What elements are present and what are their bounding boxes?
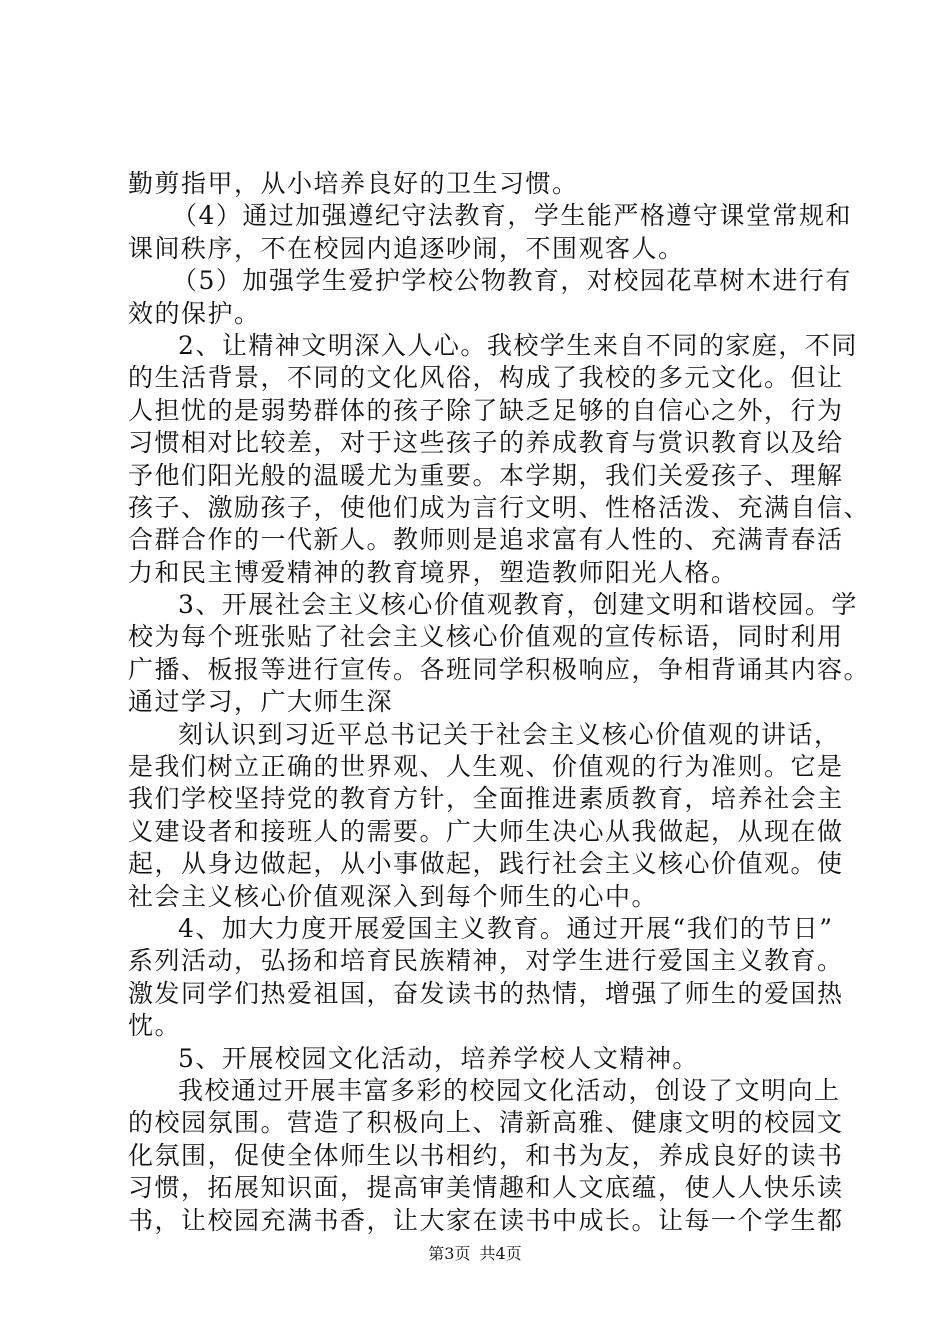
text-line: 我校通过开展丰富多彩的校园文化活动，创设了文明向上 <box>178 1075 841 1105</box>
text-line: 4、加大力度开展爱国主义教育。通过开展“我们的节日” <box>178 913 834 943</box>
text-line: 书，让校园充满书香，让大家在读书中成长。让每一个学生都 <box>128 1205 844 1235</box>
text-line: （5）加强学生爱护学校公物教育，对校园花草树木进行有 <box>172 266 852 296</box>
text-line: 的校园氛围。营造了积极向上、清新高雅、健康文明的校园文 <box>128 1108 844 1138</box>
text-line: 力和民主博爱精神的教育境界，塑造教师阳光人格。 <box>128 557 738 587</box>
page-total: 共4页 <box>479 1244 522 1263</box>
text-line: 人担忧的是弱势群体的孩子除了缺乏足够的自信心之外，行为 <box>128 395 844 425</box>
text-line: 激发同学们热爱祖国，奋发读书的热情，增强了师生的爱国热 <box>128 978 844 1008</box>
text-line: 5、开展校园文化活动，培养学校人文精神。 <box>178 1043 699 1073</box>
text-line: 勤剪指甲，从小培养良好的卫生习惯。 <box>128 169 579 198</box>
text-line: 课间秩序，不在校园内追逐吵闹，不围观客人。 <box>128 233 685 263</box>
text-line: 刻认识到习近平总书记关于社会主义核心价值观的讲话， <box>178 719 841 749</box>
text-line: 我们学校坚持党的教育方针，全面推进素质教育，培养社会主 <box>128 784 844 814</box>
text-line: 的生活背景，不同的文化风俗，构成了我校的多元文化。但让 <box>128 363 844 393</box>
text-line: 化氛围，促使全体师生以书相约，和书为友，养成良好的读书 <box>128 1140 844 1170</box>
text-line: 校为每个班张贴了社会主义核心价值观的宣传标语，同时利用 <box>128 622 844 652</box>
document-body <box>128 168 871 1237</box>
page-footer <box>0 1244 950 1264</box>
text-line: 广播、板报等进行宣传。各班同学积极响应，争相背诵其内容。 <box>128 654 871 684</box>
text-line: 习惯，拓展知识面，提高审美情趣和人文底蕴，使人人快乐读 <box>128 1173 844 1203</box>
page-number: 第3页 <box>428 1244 471 1263</box>
text-line: 通过学习，广大师生深 <box>128 687 394 717</box>
text-line: 是我们树立正确的世界观、人生观、价值观的行为准则。它是 <box>128 752 844 782</box>
text-line: 2、让精神文明深入人心。我校学生来自不同的家庭，不同 <box>178 330 858 360</box>
text-line: 孩子、激励孩子，使他们成为言行文明、性格活泼、充满自信、 <box>128 492 871 522</box>
text-line: 效的保护。 <box>128 298 261 328</box>
text-line: （4）通过加强遵纪守法教育，学生能严格遵守课堂常规和 <box>172 201 852 231</box>
text-line: 忱。 <box>128 1011 182 1041</box>
text-line: 习惯相对比较差，对于这些孩子的养成教育与赏识教育以及给 <box>128 428 844 458</box>
text-line: 义建设者和接班人的需要。广大师生决心从我做起，从现在做 <box>128 816 844 846</box>
text-line: 予他们阳光般的温暖尤为重要。本学期，我们关爱孩子、理解 <box>128 460 844 490</box>
text-line: 3、开展社会主义核心价值观教育，创建文明和谐校园。学 <box>178 590 858 620</box>
text-line: 合群合作的一代新人。教师则是追求富有人性的、充满青春活 <box>128 525 844 555</box>
text-line: 社会主义核心价值观深入到每个师生的心中。 <box>128 881 659 911</box>
text-line: 系列活动，弘扬和培育民族精神，对学生进行爱国主义教育。 <box>128 946 844 976</box>
text-line: 起，从身边做起，从小事做起，践行社会主义核心价值观。使 <box>128 849 844 879</box>
